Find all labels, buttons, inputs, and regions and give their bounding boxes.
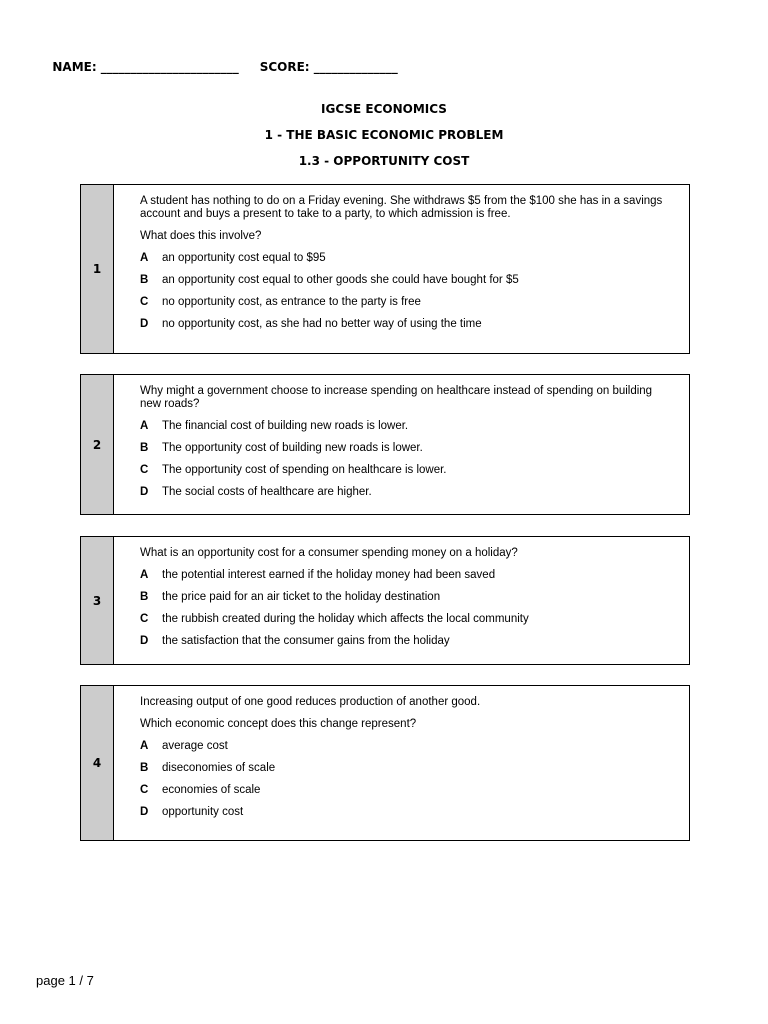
question-prompt: Which economic concept does this change represent? xyxy=(140,718,417,730)
question-body xyxy=(114,185,689,353)
question-body xyxy=(114,537,689,664)
answer-option xyxy=(140,762,663,775)
option-letter: B xyxy=(140,274,149,286)
question-body xyxy=(114,686,689,840)
option-text: the price paid for an air ticket to the holiday destination xyxy=(162,591,441,603)
answer-option xyxy=(140,613,663,626)
answer-option xyxy=(140,486,663,499)
option-text: the rubbish created during the holiday which affects the local community xyxy=(162,613,529,625)
option-letter: C xyxy=(140,464,149,476)
question-number: 1 xyxy=(81,185,114,353)
option-text: opportunity cost xyxy=(162,806,244,818)
option-text: an opportunity cost equal to other goods she could have bought for $5 xyxy=(162,274,519,286)
name-field-label: NAME: _______________________ xyxy=(52,60,239,74)
question-number: 2 xyxy=(81,375,114,514)
answer-option xyxy=(140,569,663,582)
page-number: page 1 / 7 xyxy=(36,973,94,988)
answer-option xyxy=(140,274,663,287)
section-title: 1.3 - OPPORTUNITY COST xyxy=(298,154,470,168)
score-field-label: SCORE: ______________ xyxy=(259,60,398,74)
question-stem: Increasing output of one good reduces production of another good. xyxy=(140,696,481,708)
answer-option xyxy=(140,420,663,433)
question-4 xyxy=(80,685,690,841)
question-2 xyxy=(80,374,690,515)
option-text: economies of scale xyxy=(162,784,261,796)
option-text: average cost xyxy=(162,740,228,752)
option-letter: A xyxy=(140,420,149,432)
option-letter: C xyxy=(140,613,149,625)
question-stem: What is an opportunity cost for a consumer spending money on a holiday? xyxy=(140,547,518,559)
answer-option xyxy=(140,806,663,819)
subject-title: IGCSE ECONOMICS xyxy=(321,102,447,116)
option-text: the potential interest earned if the holiday money had been saved xyxy=(162,569,496,581)
option-letter: A xyxy=(140,740,149,752)
answer-option xyxy=(140,296,663,309)
option-letter: B xyxy=(140,591,149,603)
option-letter: C xyxy=(140,296,149,308)
question-prompt: What does this involve? xyxy=(140,230,262,242)
answer-option xyxy=(140,740,663,753)
answer-option xyxy=(140,635,663,648)
header-fields xyxy=(44,46,398,74)
option-text: diseconomies of scale xyxy=(162,762,276,774)
option-letter: C xyxy=(140,784,149,796)
question-number: 3 xyxy=(81,537,114,664)
option-text: no opportunity cost, as she had no better way of using the time xyxy=(162,318,482,330)
option-letter: D xyxy=(140,806,149,818)
chapter-title: 1 - THE BASIC ECONOMIC PROBLEM xyxy=(264,128,504,142)
option-text: The opportunity cost of spending on healthcare is lower. xyxy=(162,464,447,476)
question-3 xyxy=(80,536,690,665)
answer-option xyxy=(140,464,663,477)
question-stem: Why might a government choose to increase spending on healthcare instead of spending on building new roads? xyxy=(140,385,653,410)
question-stem: A student has nothing to do on a Friday evening. She withdraws $5 from the $100 she has in a savings account and buys a present to take to a party, to which admission is free. xyxy=(140,195,663,220)
option-text: an opportunity cost equal to $95 xyxy=(162,252,326,264)
option-letter: B xyxy=(140,762,149,774)
option-text: the satisfaction that the consumer gains from the holiday xyxy=(162,635,450,647)
question-1 xyxy=(80,184,690,354)
option-letter: A xyxy=(140,569,149,581)
answer-option xyxy=(140,591,663,604)
answer-option xyxy=(140,442,663,455)
answer-option xyxy=(140,252,663,265)
question-body xyxy=(114,375,689,514)
option-text: no opportunity cost, as entrance to the party is free xyxy=(162,296,421,308)
question-number: 4 xyxy=(81,686,114,840)
option-letter: B xyxy=(140,442,149,454)
option-letter: D xyxy=(140,318,149,330)
answer-option xyxy=(140,318,663,331)
option-text: The opportunity cost of building new roads is lower. xyxy=(162,442,423,454)
answer-option xyxy=(140,784,663,797)
option-letter: D xyxy=(140,486,149,498)
option-text: The financial cost of building new roads is lower. xyxy=(162,420,409,432)
option-letter: D xyxy=(140,635,149,647)
option-letter: A xyxy=(140,252,149,264)
option-text: The social costs of healthcare are higher. xyxy=(162,486,372,498)
